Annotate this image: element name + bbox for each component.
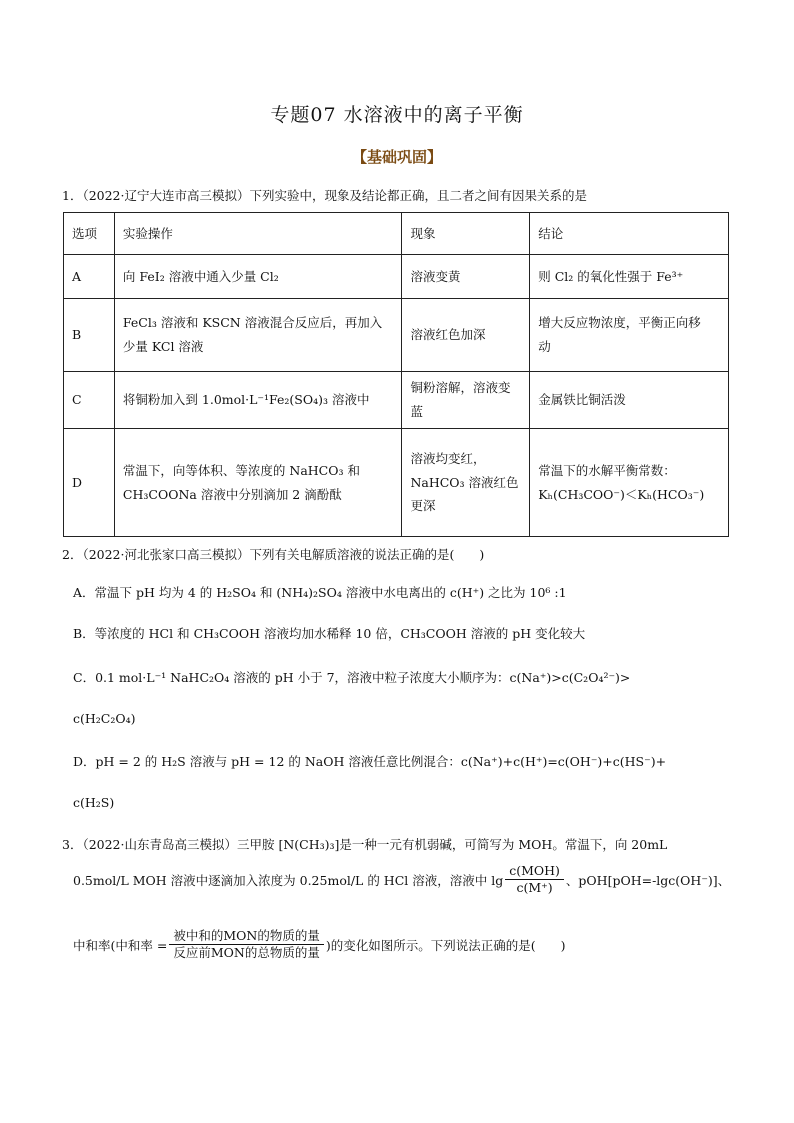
header-cell: 选项 <box>64 213 115 255</box>
cell-line: 更深 <box>410 498 436 514</box>
question-3-stem-line3 <box>73 928 565 962</box>
cell-line: 向 FeI₂ 溶液中通入少量 Cl₂ <box>122 268 279 284</box>
fraction-numerator: c(MOH) <box>505 863 564 880</box>
text-span: 、pOH[pOH=-lgc(OH⁻)]、 <box>565 872 731 888</box>
operation-cell <box>114 372 402 429</box>
option-cell: A <box>64 255 115 299</box>
question-2-option-c-line1: C．0.1 mol·L⁻¹ NaHC₂O₄ 溶液的 pH 小于 7，溶液中粒子浓度大小顺序为：c(Na⁺)>c(C₂O₄²⁻)> <box>73 670 631 685</box>
conclusion-cell <box>530 429 729 537</box>
page-title: 专题07 水溶液中的离子平衡 <box>270 104 524 126</box>
question-1-stem: 1．（2022·辽宁大连市高三模拟）下列实验中，现象及结论都正确，且二者之间有因果关系的是 <box>62 188 587 203</box>
operation-cell <box>114 429 402 537</box>
operation-cell <box>114 255 402 299</box>
phenomenon-cell <box>402 255 530 299</box>
question-3-stem-line1: 3．（2022·山东青岛高三模拟）三甲胺 [N(CH₃)₃]是一种一元有机弱碱，可简写为 MOH。常温下，向 20mL <box>62 837 668 852</box>
question-2-option-c-line2: c(H₂C₂O₄) <box>73 711 136 726</box>
cell-line: 少量 KCl 溶液 <box>122 339 204 354</box>
phenomenon-cell <box>402 299 530 372</box>
table-row <box>64 372 729 429</box>
cell-line: CH₃COONa 溶液中分别滴加 2 滴酚酞 <box>122 486 342 502</box>
text-span: 0.5mol/L MOH 溶液中逐滴加入浓度为 0.25mol/L 的 HCl 溶液，溶液中 lg <box>73 872 504 888</box>
question-3-stem-line2 <box>73 863 730 897</box>
header-cell: 结论 <box>530 213 729 255</box>
cell-line: 增大反应物浓度，平衡正向移 <box>538 315 701 331</box>
table-row <box>64 255 729 299</box>
question-2-option-d-line2: c(H₂S) <box>73 795 115 810</box>
cell-line: 动 <box>538 339 551 354</box>
cell-line: Kₕ(CH₃COO⁻)＜Kₕ(HCO₃⁻) <box>538 486 705 502</box>
phenomenon-cell <box>402 429 530 537</box>
cell-line: NaHCO₃ 溶液红色 <box>410 474 519 490</box>
cell-line: 溶液均变红， <box>410 450 486 466</box>
phenomenon-cell <box>402 372 530 429</box>
table-header-row <box>64 213 729 255</box>
section-heading: 【基础巩固】 <box>351 148 442 166</box>
conclusion-cell <box>530 372 729 429</box>
fraction-denominator: c(M⁺) <box>516 880 553 896</box>
fraction-denominator: 反应前MON的总物质的量 <box>173 945 320 961</box>
question-2-stem: 2．（2022·河北张家口高三模拟）下列有关电解质溶液的说法正确的是( ) <box>62 547 485 562</box>
question-2-option-a: A．常温下 pH 均为 4 的 H₂SO₄ 和 (NH₄)₂SO₄ 溶液中水电离出的 c(H⁺) 之比为 10⁶ :1 <box>73 585 567 600</box>
cell-line: 溶液红色加深 <box>410 327 486 343</box>
operation-cell <box>114 299 402 372</box>
cell-line: 将铜粉加入到 1.0mol·L⁻¹Fe₂(SO₄)₃ 溶液中 <box>122 392 370 408</box>
conclusion-cell <box>530 255 729 299</box>
text-span: )的变化如图所示。下列说法正确的是( ) <box>325 937 566 953</box>
option-cell: D <box>64 429 115 537</box>
fraction-lg <box>505 863 564 897</box>
question-2-option-d-line1: D．pH = 2 的 H₂S 溶液与 pH = 12 的 NaOH 溶液任意比例混合：c(Na⁺)+c(H⁺)=c(OH⁻)+c(HS⁻)+ <box>73 754 667 769</box>
cell-line: 常温下，向等体积、等浓度的 NaHCO₃ 和 <box>122 462 360 478</box>
fraction-neutralization <box>169 928 324 962</box>
cell-line: FeCl₃ 溶液和 KSCN 溶液混合反应后，再加入 <box>122 315 383 331</box>
table-row <box>64 429 729 537</box>
cell-line: 常温下的水解平衡常数： <box>538 462 676 478</box>
cell-line: 金属铁比铜活泼 <box>538 392 626 408</box>
question-1-table <box>63 212 729 537</box>
text-span: 中和率(中和率 = <box>73 937 168 953</box>
fraction-numerator: 被中和的MON的物质的量 <box>169 928 324 945</box>
option-cell: C <box>64 372 115 429</box>
header-cell: 实验操作 <box>114 213 402 255</box>
cell-line: 则 Cl₂ 的氧化性强于 Fe³⁺ <box>538 268 684 284</box>
cell-line: 溶液变黄 <box>410 268 461 284</box>
cell-line: 铜粉溶解，溶液变蓝 <box>410 380 511 419</box>
table-row <box>64 299 729 372</box>
conclusion-cell <box>530 299 729 372</box>
question-2-option-b: B．等浓度的 HCl 和 CH₃COOH 溶液均加水稀释 10 倍，CH₃COOH 溶液的 pH 变化较大 <box>73 626 586 641</box>
option-cell: B <box>64 299 115 372</box>
header-cell: 现象 <box>402 213 530 255</box>
